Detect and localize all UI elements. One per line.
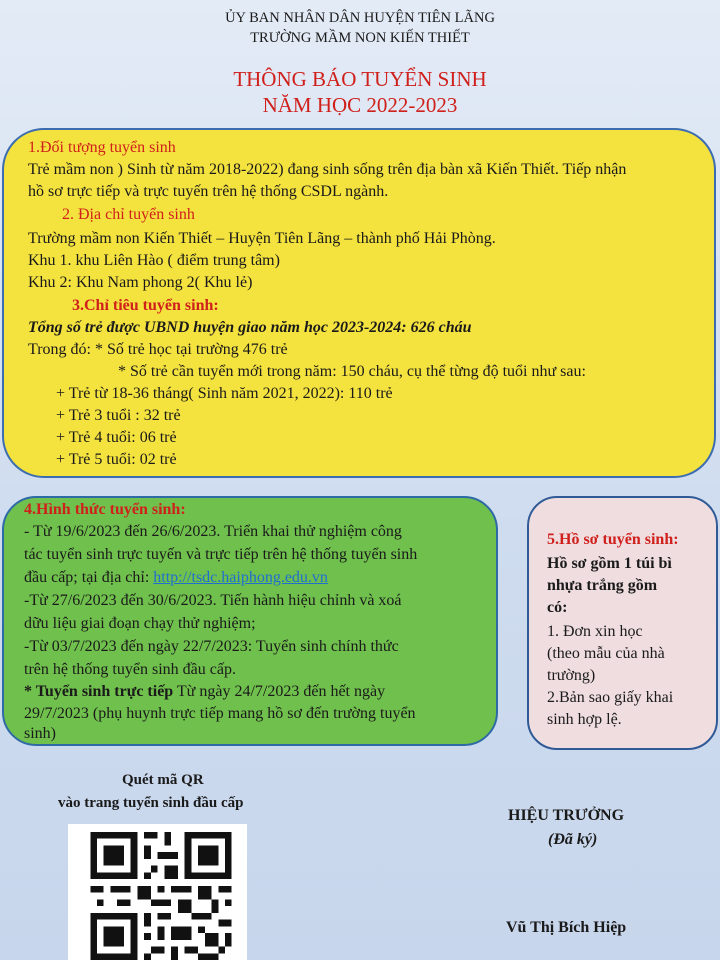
section1-heading: 1.Đối tượng tuyển sinh (28, 139, 176, 156)
method-line (24, 568, 328, 588)
method-line: 29/7/2023 (phụ huynh trực tiếp mang hồ sơ đến trường tuyển (24, 705, 416, 722)
documents-line: nhựa trắng gồm (547, 577, 658, 594)
section2-line-1: Trường mầm non Kiến Thiết – Huyện Tiên Lãng – thành phố Hải Phòng. (28, 230, 496, 247)
qr-caption-line-1: Quét mã QR (122, 772, 204, 788)
section5-heading: 5.Hồ sơ tuyển sinh: (547, 531, 679, 548)
enrollment-method-panel (2, 496, 498, 746)
section3-total: Tổng số trẻ được UBND huyện giao năm học 2023-2024: 626 cháu (28, 319, 472, 336)
documents-line: sinh hợp lệ. (547, 711, 622, 728)
section2-heading: 2. Địa chỉ tuyển sinh (62, 206, 195, 223)
method-line (24, 682, 385, 702)
age-quota-item: + Trẻ 5 tuổi: 02 trẻ (56, 451, 177, 468)
section1-line-2: hồ sơ trực tiếp và trực tuyến trên hệ thống CSDL ngành. (28, 183, 389, 200)
documents-line: Hồ sơ gồm 1 túi bì (547, 555, 672, 572)
authority-line-1: ỦY BAN NHÂN DÂN HUYỆN TIÊN LÃNG (225, 10, 495, 26)
documents-line: có: (547, 599, 568, 616)
method-text: đầu cấp; tại địa chỉ: (24, 569, 154, 586)
method-line: -Từ 27/6/2023 đến 30/6/2023. Tiến hành hiệu chỉnh và xoá (24, 592, 402, 609)
enrollment-info-panel (2, 128, 716, 478)
method-line: -Từ 03/7/2023 đến ngày 22/7/2023: Tuyển sinh chính thức (24, 638, 399, 655)
method-line: dữu liệu giai đoạn chạy thử nghiệm; (24, 615, 256, 632)
qr-code-icon (90, 832, 232, 960)
method-line: - Từ 19/6/2023 đến 26/6/2023. Triển khai thử nghiệm công (24, 523, 402, 540)
age-quota-item: + Trẻ từ 18-36 tháng( Sinh năm 2021, 2022): 110 trẻ (56, 385, 393, 402)
method-line: trên hệ thống tuyển sinh đầu cấp. (24, 661, 236, 678)
documents-line: 1. Đơn xin học (547, 623, 643, 640)
section3-heading: 3.Chỉ tiêu tuyển sinh: (72, 297, 219, 314)
documents-line: (theo mẫu của nhà (547, 645, 665, 662)
section1-line-1: Trẻ mầm non ) Sinh từ năm 2018-2022) đang sinh sống trên địa bàn xã Kiến Thiết. Tiếp nhận (28, 161, 627, 178)
title-line-2: NĂM HỌC 2022-2023 (262, 93, 458, 117)
age-quota-item: + Trẻ 4 tuổi: 06 trẻ (56, 429, 177, 446)
section2-line-3: Khu 2: Khu Nam phong 2( Khu lẻ) (28, 274, 253, 291)
signer-name: Vũ Thị Bích Hiệp (506, 919, 627, 936)
direct-enrollment-label: * Tuyển sinh trực tiếp (24, 683, 174, 700)
document-title (0, 66, 720, 118)
method-text: Từ ngày 24/7/2023 đến hết ngày (173, 683, 386, 700)
signed-note: (Đã ký) (548, 831, 598, 848)
method-line: sinh) (24, 725, 56, 742)
age-quota-item: + Trẻ 3 tuổi : 32 trẻ (56, 407, 181, 424)
documents-line: 2.Bản sao giấy khai (547, 689, 674, 706)
enrollment-website-link[interactable]: http://tsdc.haiphong.edu.vn (153, 569, 328, 586)
authority-line-2: TRƯỜNG MẦM NON KIẾN THIẾT (250, 30, 470, 46)
qr-caption-line-2: vào trang tuyển sinh đầu cấp (58, 795, 244, 811)
title-line-1: THÔNG BÁO TUYỂN SINH (233, 67, 487, 91)
section4-heading: 4.Hình thức tuyển sinh: (24, 501, 186, 518)
application-documents-panel (527, 496, 718, 750)
qr-code[interactable] (68, 824, 247, 960)
section2-line-2: Khu 1. khu Liên Hào ( điểm trung tâm) (28, 252, 280, 269)
signer-title: HIỆU TRƯỞNG (508, 807, 625, 824)
issuing-authority (0, 8, 720, 48)
section3-line-2: * Số trẻ cần tuyển mới trong năm: 150 cháu, cụ thể từng độ tuổi như sau: (118, 363, 586, 380)
section3-line-1: Trong đó: * Số trẻ học tại trường 476 trẻ (28, 341, 288, 358)
method-line: tác tuyển sinh trực tuyến và trực tiếp trên hệ thống tuyển sinh (24, 546, 418, 563)
documents-line: trường) (547, 667, 596, 684)
